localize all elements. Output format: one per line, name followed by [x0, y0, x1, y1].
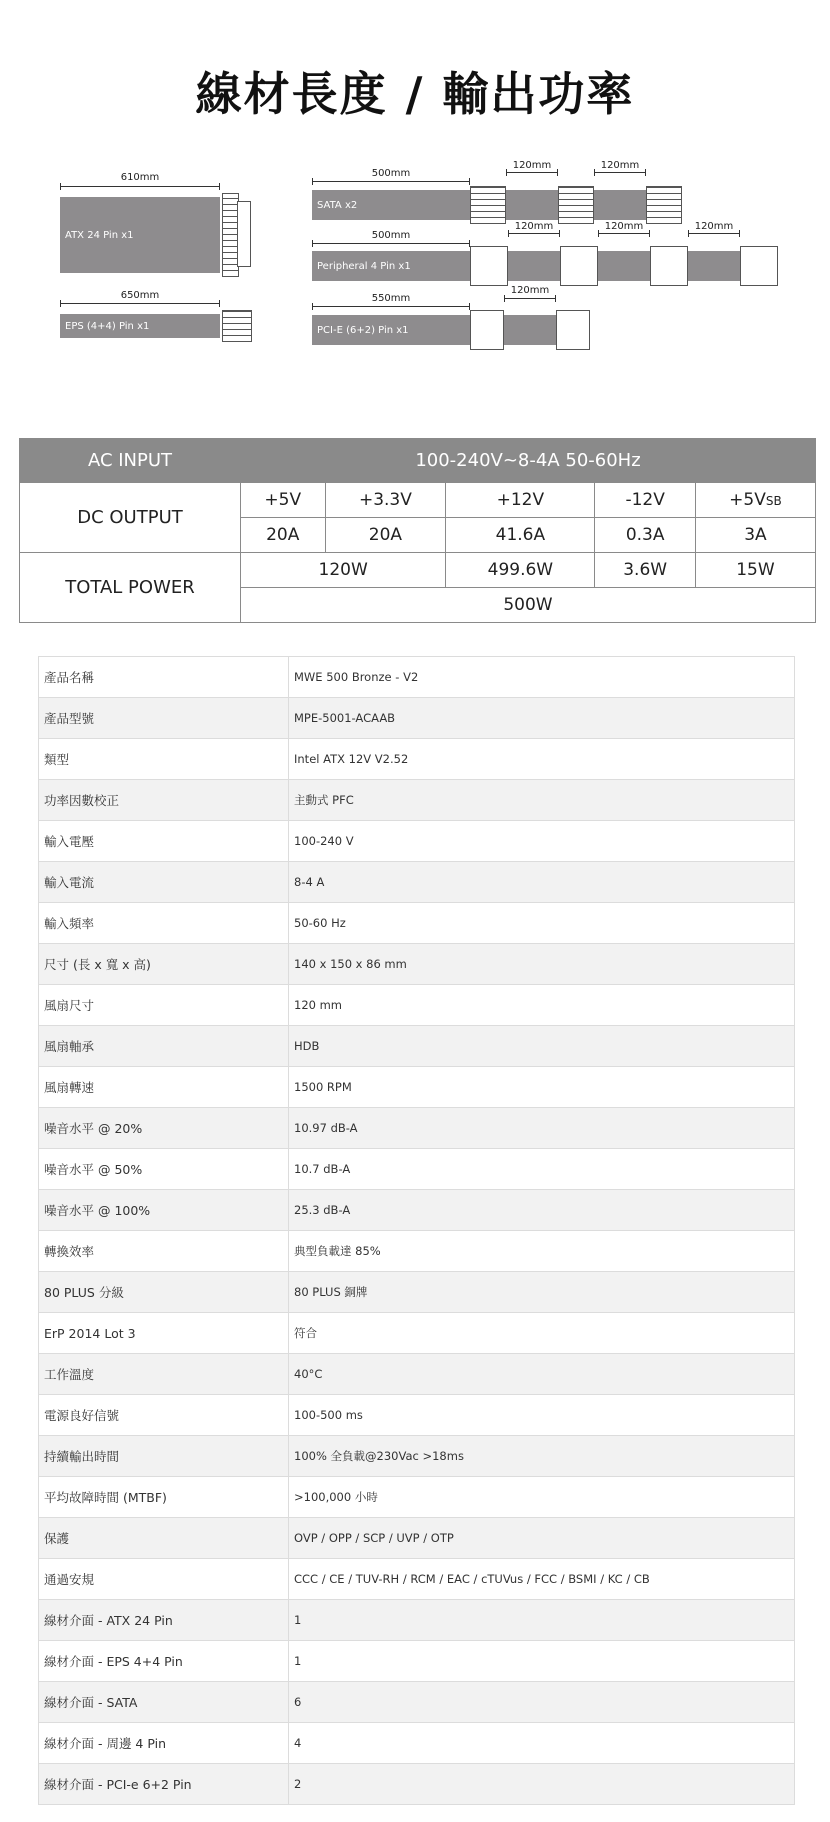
pcie-cable — [312, 315, 470, 345]
spec-value: 主動式 PFC — [289, 780, 795, 821]
spec-value: 10.97 dB-A — [289, 1108, 795, 1149]
spec-row — [39, 1313, 795, 1354]
spec-key: 輸入頻率 — [39, 903, 289, 944]
spec-row — [39, 1108, 795, 1149]
rail-n12v: -12V — [595, 483, 696, 518]
spec-value: 符合 — [289, 1313, 795, 1354]
spec-key: 保護 — [39, 1518, 289, 1559]
spec-value: 120 mm — [289, 985, 795, 1026]
sata-cable-segment-1 — [506, 190, 558, 220]
peripheral-cable-segment-2 — [598, 251, 650, 281]
spec-row — [39, 1764, 795, 1805]
pcie-connector-2-icon — [556, 310, 590, 350]
atx-length: 610mm — [120, 172, 160, 183]
pcie-cable-segment-1 — [504, 315, 556, 345]
spec-key: 80 PLUS 分級 — [39, 1272, 289, 1313]
spec-key: 噪音水平 @ 100% — [39, 1190, 289, 1231]
spec-value: OVP / OPP / SCP / UVP / OTP — [289, 1518, 795, 1559]
spec-row — [39, 1149, 795, 1190]
spec-value: MWE 500 Bronze - V2 — [289, 657, 795, 698]
spec-row — [39, 1272, 795, 1313]
spec-row — [39, 821, 795, 862]
spec-value: 100% 全負載@230Vac >18ms — [289, 1436, 795, 1477]
eps-length: 650mm — [120, 290, 160, 301]
eps-connector-icon — [222, 310, 252, 342]
pcie-cable-label: PCI-E (6+2) Pin x1 — [317, 324, 409, 336]
total-watt: 500W — [241, 588, 816, 623]
spec-key: 線材介面 - SATA — [39, 1682, 289, 1723]
spec-value: >100,000 小時 — [289, 1477, 795, 1518]
spec-row — [39, 985, 795, 1026]
pcie-length: 550mm — [371, 293, 411, 304]
spec-row — [39, 1682, 795, 1723]
sata-cable-segment-2 — [594, 190, 646, 220]
spec-value: 1 — [289, 1641, 795, 1682]
pcie-connector-1-icon — [470, 310, 504, 350]
watt-12v: 499.6W — [446, 553, 595, 588]
cable-diagram — [0, 160, 830, 360]
sata-cable-label: SATA x2 — [317, 199, 358, 211]
current-12v: 41.6A — [446, 518, 595, 553]
spec-row — [39, 698, 795, 739]
peripheral-connector-2-icon — [560, 246, 598, 286]
peripheral-cable-segment-3 — [688, 251, 740, 281]
spec-key: 線材介面 - EPS 4+4 Pin — [39, 1641, 289, 1682]
spec-key: 尺寸 (長 x 寬 x 高) — [39, 944, 289, 985]
spec-row — [39, 862, 795, 903]
pcie-dimension-line — [312, 306, 470, 307]
eps-cable-label: EPS (4+4) Pin x1 — [65, 320, 150, 332]
spec-key: 風扇尺寸 — [39, 985, 289, 1026]
spec-key: 風扇轉速 — [39, 1067, 289, 1108]
spec-row — [39, 1600, 795, 1641]
total-power-label: TOTAL POWER — [20, 553, 241, 623]
spec-key: 產品名稱 — [39, 657, 289, 698]
spec-value: CCC / CE / TUV-RH / RCM / EAC / cTUVus / FCC / BSMI / KC / CB — [289, 1559, 795, 1600]
current-5vsb: 3A — [695, 518, 815, 553]
spec-row — [39, 1436, 795, 1477]
peripheral-dimension-line — [312, 243, 470, 244]
spec-key: 線材介面 - ATX 24 Pin — [39, 1600, 289, 1641]
peripheral-length: 500mm — [371, 230, 411, 241]
spec-key: 噪音水平 @ 50% — [39, 1149, 289, 1190]
watt-n12v: 3.6W — [595, 553, 696, 588]
peripheral-seg2: 120mm — [604, 221, 644, 232]
rail-3v3: +3.3V — [325, 483, 446, 518]
rail-5v: +5V — [241, 483, 326, 518]
spec-row — [39, 657, 795, 698]
page-title: 線材長度 / 輸出功率 — [195, 67, 635, 121]
peripheral-cable-label: Peripheral 4 Pin x1 — [317, 260, 411, 272]
rail-5vsb-main: +5V — [729, 490, 766, 510]
spec-key: ErP 2014 Lot 3 — [39, 1313, 289, 1354]
spec-value: 10.7 dB-A — [289, 1149, 795, 1190]
spec-key: 輸入電壓 — [39, 821, 289, 862]
spec-key: 輸入電流 — [39, 862, 289, 903]
peripheral-connector-4-icon — [740, 246, 778, 286]
spec-key: 電源良好信號 — [39, 1395, 289, 1436]
current-n12v: 0.3A — [595, 518, 696, 553]
ac-input-label: AC INPUT — [20, 439, 241, 483]
spec-row — [39, 1518, 795, 1559]
sata-seg2-line — [594, 172, 646, 173]
spec-row — [39, 1354, 795, 1395]
spec-value: 25.3 dB-A — [289, 1190, 795, 1231]
spec-key: 類型 — [39, 739, 289, 780]
spec-row — [39, 1559, 795, 1600]
spec-key: 線材介面 - PCI-e 6+2 Pin — [39, 1764, 289, 1805]
spec-row — [39, 1395, 795, 1436]
spec-value: 1500 RPM — [289, 1067, 795, 1108]
peripheral-connector-1-icon — [470, 246, 508, 286]
spec-key: 噪音水平 @ 20% — [39, 1108, 289, 1149]
spec-row — [39, 1026, 795, 1067]
spec-key: 通過安規 — [39, 1559, 289, 1600]
atx-cable-label: ATX 24 Pin x1 — [65, 229, 134, 241]
spec-value: 8-4 A — [289, 862, 795, 903]
ac-input-value: 100-240V~8-4A 50-60Hz — [241, 439, 816, 483]
sata-connector-3-icon — [646, 186, 682, 224]
spec-value: 6 — [289, 1682, 795, 1723]
sata-connector-1-icon — [470, 186, 506, 224]
spec-row — [39, 739, 795, 780]
spec-key: 產品型號 — [39, 698, 289, 739]
spec-key: 線材介面 - 周邊 4 Pin — [39, 1723, 289, 1764]
spec-key: 功率因數校正 — [39, 780, 289, 821]
rail-5vsb-sub: SB — [765, 494, 782, 508]
atx-connector-latch-icon — [237, 201, 251, 267]
sata-seg2: 120mm — [600, 160, 640, 171]
eps-dimension-line — [60, 303, 220, 304]
spec-value: 1 — [289, 1600, 795, 1641]
sata-seg1: 120mm — [512, 160, 552, 171]
spec-key: 工作溫度 — [39, 1354, 289, 1395]
dc-output-label: DC OUTPUT — [20, 483, 241, 553]
atx-cable — [60, 197, 220, 273]
spec-value: 50-60 Hz — [289, 903, 795, 944]
spec-value: 100-240 V — [289, 821, 795, 862]
eps-cable — [60, 314, 220, 338]
sata-connector-2-icon — [558, 186, 594, 224]
pcie-seg1-line — [504, 298, 556, 299]
sata-length: 500mm — [371, 168, 411, 179]
peripheral-connector-3-icon — [650, 246, 688, 286]
spec-value: MPE-5001-ACAAB — [289, 698, 795, 739]
watt-5v-3v3: 120W — [241, 553, 446, 588]
power-table — [19, 438, 816, 623]
spec-row — [39, 1231, 795, 1272]
spec-row — [39, 903, 795, 944]
spec-value: 80 PLUS 銅牌 — [289, 1272, 795, 1313]
spec-row — [39, 1641, 795, 1682]
spec-value: 2 — [289, 1764, 795, 1805]
sata-cable — [312, 190, 470, 220]
spec-key: 轉換效率 — [39, 1231, 289, 1272]
peripheral-cable — [312, 251, 470, 281]
spec-value: 140 x 150 x 86 mm — [289, 944, 795, 985]
sata-dimension-line — [312, 181, 470, 182]
peripheral-seg1: 120mm — [514, 221, 554, 232]
spec-key: 持續輸出時間 — [39, 1436, 289, 1477]
peripheral-seg3: 120mm — [694, 221, 734, 232]
spec-row — [39, 780, 795, 821]
spec-value: HDB — [289, 1026, 795, 1067]
spec-table — [38, 656, 795, 1805]
current-5v: 20A — [241, 518, 326, 553]
spec-value: 4 — [289, 1723, 795, 1764]
peripheral-seg2-line — [598, 233, 650, 234]
sata-seg1-line — [506, 172, 558, 173]
current-3v3: 20A — [325, 518, 446, 553]
spec-row — [39, 1190, 795, 1231]
spec-value: 40°C — [289, 1354, 795, 1395]
spec-key: 平均故障時間 (MTBF) — [39, 1477, 289, 1518]
rail-5vsb — [695, 483, 815, 518]
spec-value: 典型負載達 85% — [289, 1231, 795, 1272]
atx-dimension-line — [60, 186, 220, 187]
peripheral-cable-segment-1 — [508, 251, 560, 281]
spec-value: 100-500 ms — [289, 1395, 795, 1436]
spec-row — [39, 944, 795, 985]
peripheral-seg3-line — [688, 233, 740, 234]
peripheral-seg1-line — [508, 233, 560, 234]
spec-value: Intel ATX 12V V2.52 — [289, 739, 795, 780]
watt-5vsb: 15W — [695, 553, 815, 588]
spec-row — [39, 1067, 795, 1108]
pcie-seg1: 120mm — [510, 285, 550, 296]
rail-12v: +12V — [446, 483, 595, 518]
spec-row — [39, 1723, 795, 1764]
spec-key: 風扇軸承 — [39, 1026, 289, 1067]
spec-row — [39, 1477, 795, 1518]
